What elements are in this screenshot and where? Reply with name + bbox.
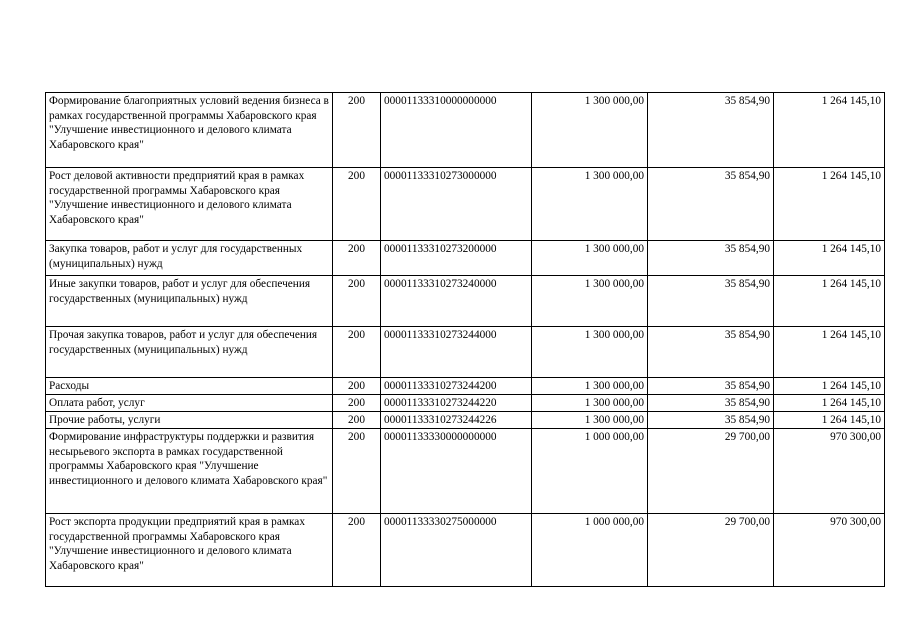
row-name: Оплата работ, услуг xyxy=(46,395,333,412)
row-kbk: 00001133310273200000 xyxy=(381,241,532,276)
table-row xyxy=(46,276,885,327)
row-remaining: 1 264 145,10 xyxy=(774,276,885,327)
table-row xyxy=(46,514,885,587)
row-code: 200 xyxy=(333,241,381,276)
row-kbk: 00001133330000000000 xyxy=(381,429,532,514)
row-approved: 1 300 000,00 xyxy=(532,395,648,412)
row-executed: 35 854,90 xyxy=(648,93,774,168)
table-row xyxy=(46,395,885,412)
row-kbk: 00001133310273000000 xyxy=(381,168,532,241)
row-name: Прочие работы, услуги xyxy=(46,412,333,429)
table-row xyxy=(46,412,885,429)
table-row xyxy=(46,168,885,241)
table-row xyxy=(46,327,885,378)
row-name: Иные закупки товаров, работ и услуг для обеспечения государственных (муниципальных) нужд xyxy=(46,276,333,327)
row-name: Закупка товаров, работ и услуг для государственных (муниципальных) нужд xyxy=(46,241,333,276)
row-kbk: 00001133310273244220 xyxy=(381,395,532,412)
row-code: 200 xyxy=(333,429,381,514)
row-executed: 35 854,90 xyxy=(648,327,774,378)
row-name: Прочая закупка товаров, работ и услуг для обеспечения государственных (муниципальных) нужд xyxy=(46,327,333,378)
row-approved: 1 300 000,00 xyxy=(532,378,648,395)
row-kbk: 00001133310273244000 xyxy=(381,327,532,378)
row-executed: 35 854,90 xyxy=(648,412,774,429)
row-kbk: 00001133330275000000 xyxy=(381,514,532,587)
row-approved: 1 300 000,00 xyxy=(532,327,648,378)
row-kbk: 00001133310000000000 xyxy=(381,93,532,168)
budget-table xyxy=(45,92,885,587)
row-code: 200 xyxy=(333,412,381,429)
row-code: 200 xyxy=(333,93,381,168)
row-executed: 29 700,00 xyxy=(648,429,774,514)
row-name: Рост экспорта продукции предприятий края в рамках государственной программы Хабаровского края "Улучшение инвестиционного и делового климата Хабаровского края" xyxy=(46,514,333,587)
row-remaining: 1 264 145,10 xyxy=(774,378,885,395)
row-remaining: 1 264 145,10 xyxy=(774,241,885,276)
row-remaining: 1 264 145,10 xyxy=(774,168,885,241)
table-row xyxy=(46,93,885,168)
row-kbk: 00001133310273244226 xyxy=(381,412,532,429)
row-kbk: 00001133310273244200 xyxy=(381,378,532,395)
table-row xyxy=(46,378,885,395)
row-approved: 1 300 000,00 xyxy=(532,168,648,241)
row-executed: 35 854,90 xyxy=(648,395,774,412)
row-code: 200 xyxy=(333,276,381,327)
row-name: Рост деловой активности предприятий края в рамках государственной программы Хабаровского края "Улучшение инвестиционного и делового климата Хабаровского края" xyxy=(46,168,333,241)
row-name: Формирование инфраструктуры поддержки и развития несырьевого экспорта в рамках государственной программы Хабаровского края "Улучшение инвестиционного и делового климата Хабаровского края" xyxy=(46,429,333,514)
row-remaining: 970 300,00 xyxy=(774,429,885,514)
row-executed: 35 854,90 xyxy=(648,168,774,241)
row-code: 200 xyxy=(333,514,381,587)
row-approved: 1 000 000,00 xyxy=(532,429,648,514)
row-name: Расходы xyxy=(46,378,333,395)
row-executed: 35 854,90 xyxy=(648,276,774,327)
table-row xyxy=(46,241,885,276)
row-remaining: 1 264 145,10 xyxy=(774,93,885,168)
row-code: 200 xyxy=(333,327,381,378)
row-approved: 1 300 000,00 xyxy=(532,93,648,168)
row-executed: 29 700,00 xyxy=(648,514,774,587)
row-remaining: 1 264 145,10 xyxy=(774,395,885,412)
row-kbk: 00001133310273240000 xyxy=(381,276,532,327)
row-code: 200 xyxy=(333,378,381,395)
row-remaining: 1 264 145,10 xyxy=(774,412,885,429)
row-remaining: 1 264 145,10 xyxy=(774,327,885,378)
row-approved: 1 300 000,00 xyxy=(532,241,648,276)
row-name: Формирование благоприятных условий ведения бизнеса в рамках государственной программы Хабаровского края "Улучшение инвестиционного и делового климата Хабаровского края" xyxy=(46,93,333,168)
row-code: 200 xyxy=(333,168,381,241)
row-approved: 1 300 000,00 xyxy=(532,412,648,429)
row-executed: 35 854,90 xyxy=(648,378,774,395)
row-approved: 1 300 000,00 xyxy=(532,276,648,327)
row-approved: 1 000 000,00 xyxy=(532,514,648,587)
row-executed: 35 854,90 xyxy=(648,241,774,276)
table-row xyxy=(46,429,885,514)
row-remaining: 970 300,00 xyxy=(774,514,885,587)
row-code: 200 xyxy=(333,395,381,412)
